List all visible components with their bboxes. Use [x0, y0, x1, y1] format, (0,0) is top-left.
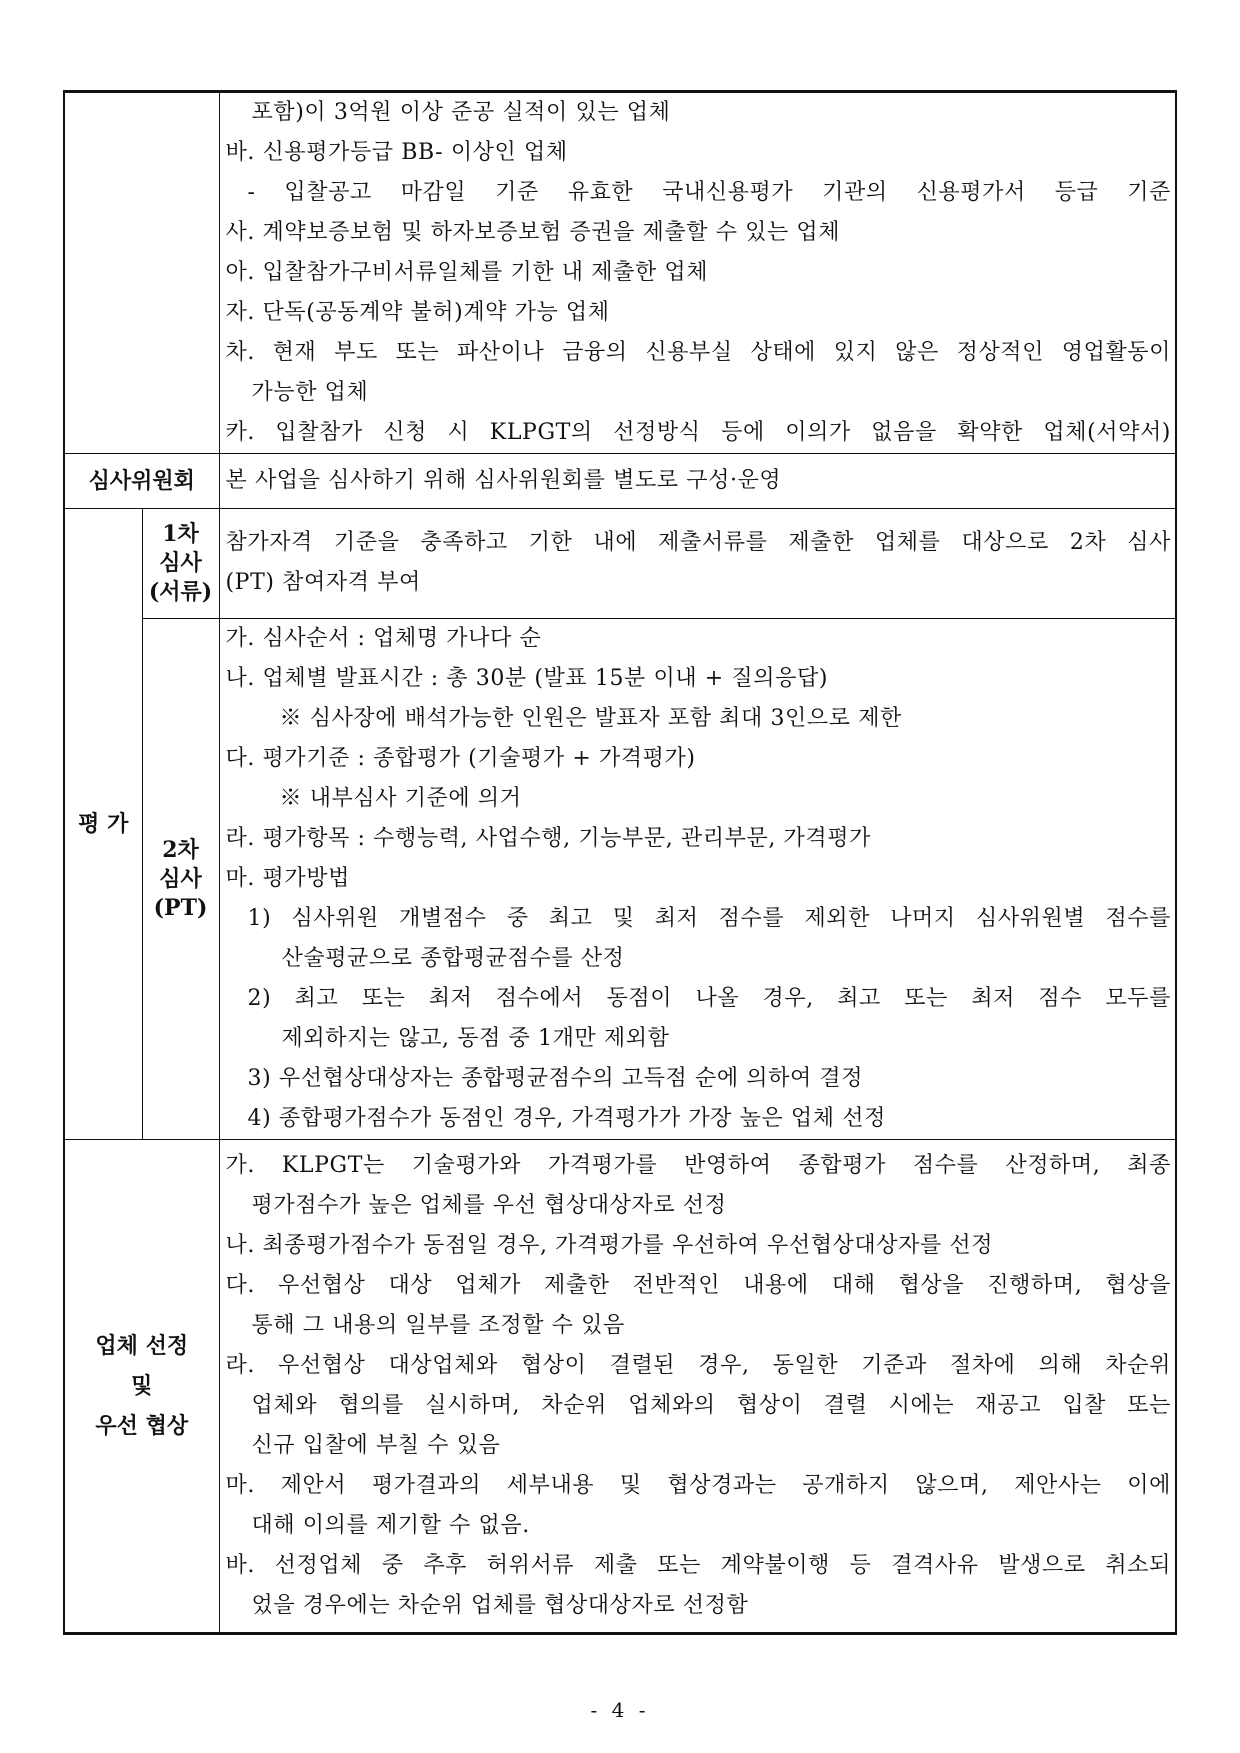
selection-label-line: 우선 협상	[95, 1413, 189, 1439]
committee-row	[64, 454, 1176, 509]
selection-label-line: 업체 선정	[95, 1333, 189, 1359]
selection-label-line: 및	[131, 1373, 153, 1399]
second-review-line: 산술평균으로 종합평균점수를 산정	[281, 946, 625, 971]
second-review-line: 나. 업체별 발표시간 : 총 30분 (발표 15분 이내 + 질의응답)	[225, 666, 829, 691]
second-review-label	[142, 619, 219, 1140]
eligibility-line: 자. 단독(공동계약 불허)계약 가능 업체	[225, 300, 610, 325]
eligibility-line: - 입찰공고 마감일 기준 유효한 국내신용평가 기관의 신용평가서 등급 기준	[247, 180, 1171, 205]
selection-content	[219, 1140, 1176, 1634]
second-review-line: 다. 평가기준 : 종합평가 (기술평가 + 가격평가)	[225, 746, 696, 771]
eligibility-line: 차. 현재 부도 또는 파산이나 금융의 신용부실 상태에 있지 않은 정상적인 영업활동이	[225, 340, 1171, 365]
second-review-line: 4) 종합평가점수가 동점인 경우, 가격평가가 가장 높은 업체 선정	[247, 1106, 886, 1131]
second-review-label-line: (PT)	[153, 894, 208, 921]
second-review-line: ※ 심사장에 배석가능한 인원은 발표자 포함 최대 3인으로 제한	[279, 706, 902, 731]
eligibility-row	[64, 92, 1176, 454]
first-review-row	[64, 509, 1176, 619]
eligibility-line: 바. 신용평가등급 BB- 이상인 업체	[225, 140, 568, 165]
first-review-label-line: 1차	[162, 521, 199, 547]
second-review-line: 1) 심사위원 개별점수 중 최고 및 최저 점수를 제외한 나머지 심사위원별 점수를	[247, 906, 1171, 931]
second-review-line: ※ 내부심사 기준에 의거	[279, 786, 522, 811]
rfp-criteria-table	[63, 90, 1177, 1635]
first-review-content	[219, 509, 1176, 619]
second-review-line: 2) 최고 또는 최저 점수에서 동점이 나올 경우, 최고 또는 최저 점수 모두를	[247, 986, 1171, 1011]
eligibility-line: 포함)이 3억원 이상 준공 실적이 있는 업체	[251, 100, 671, 125]
selection-line: 신규 입찰에 부칠 수 있음	[251, 1433, 501, 1458]
first-review-label-line: (서류)	[148, 579, 213, 605]
second-review-line: 가. 심사순서 : 업체명 가나다 순	[225, 626, 542, 651]
selection-line: 대해 이의를 제기할 수 없음.	[251, 1513, 530, 1538]
second-review-line: 마. 평가방법	[225, 866, 350, 891]
selection-line: 통해 그 내용의 일부를 조정할 수 있음	[251, 1313, 625, 1338]
selection-line: 업체와 협의를 실시하며, 차순위 업체와의 협상이 결렬 시에는 재공고 입찰 또는	[251, 1393, 1171, 1418]
committee-content	[219, 454, 1176, 509]
eligibility-label-cell	[64, 92, 219, 454]
selection-line: 바. 선정업체 중 추후 허위서류 제출 또는 계약불이행 등 결격사유 발생으로 취소되	[225, 1553, 1171, 1578]
selection-row	[64, 1140, 1176, 1634]
first-review-label-line: 심사	[159, 550, 202, 576]
selection-line: 마. 제안서 평가결과의 세부내용 및 협상경과는 공개하지 않으며, 제안사는 이에	[225, 1473, 1171, 1498]
eligibility-line: 카. 입찰참가 신청 시 KLPGT의 선정방식 등에 이의가 없음을 확약한 업체(서약서)	[225, 420, 1171, 445]
eligibility-line: 사. 계약보증보험 및 하자보증보험 증권을 제출할 수 있는 업체	[225, 220, 841, 245]
selection-line: 가. KLPGT는 기술평가와 가격평가를 반영하여 종합평가 점수를 산정하며, 최종	[225, 1153, 1171, 1178]
second-review-content	[219, 619, 1176, 1140]
second-review-label-line: 심사	[159, 865, 202, 892]
selection-line: 라. 우선협상 대상업체와 협상이 결렬된 경우, 동일한 기준과 절차에 의해 차순위	[225, 1353, 1171, 1378]
evaluation-label: 평 가	[64, 509, 142, 1140]
eligibility-line: 가능한 업체	[251, 380, 369, 405]
second-review-line: 제외하지는 않고, 동점 중 1개만 제외함	[281, 1026, 670, 1051]
selection-line: 었을 경우에는 차순위 업체를 협상대상자로 선정함	[251, 1593, 749, 1618]
first-review-line: (PT) 참여자격 부여	[225, 570, 421, 595]
eligibility-content	[219, 92, 1176, 454]
page-number: - 4 -	[590, 1698, 650, 1722]
second-review-line: 라. 평가항목 : 수행능력, 사업수행, 기능부문, 관리부문, 가격평가	[225, 826, 871, 851]
selection-line: 다. 우선협상 대상 업체가 제출한 전반적인 내용에 대해 협상을 진행하며, 협상을	[225, 1273, 1171, 1298]
selection-line: 나. 최종평가점수가 동점일 경우, 가격평가를 우선하여 우선협상대상자를 선정	[225, 1233, 994, 1258]
second-review-line: 3) 우선협상대상자는 종합평균점수의 고득점 순에 의하여 결정	[247, 1066, 864, 1091]
committee-label: 심사위원회	[64, 454, 219, 509]
selection-line: 평가점수가 높은 업체를 우선 협상대상자로 선정	[251, 1193, 727, 1218]
eligibility-line: 아. 입찰참가구비서류일체를 기한 내 제출한 업체	[225, 260, 709, 285]
committee-text: 본 사업을 심사하기 위해 심사위원회를 별도로 구성·운영	[225, 468, 782, 493]
first-review-line: 참가자격 기준을 충족하고 기한 내에 제출서류를 제출한 업체를 대상으로 2차 심사	[225, 530, 1171, 555]
selection-label	[64, 1140, 219, 1634]
first-review-label	[142, 509, 219, 619]
second-review-label-line: 2차	[162, 836, 199, 863]
second-review-row	[64, 619, 1176, 1140]
